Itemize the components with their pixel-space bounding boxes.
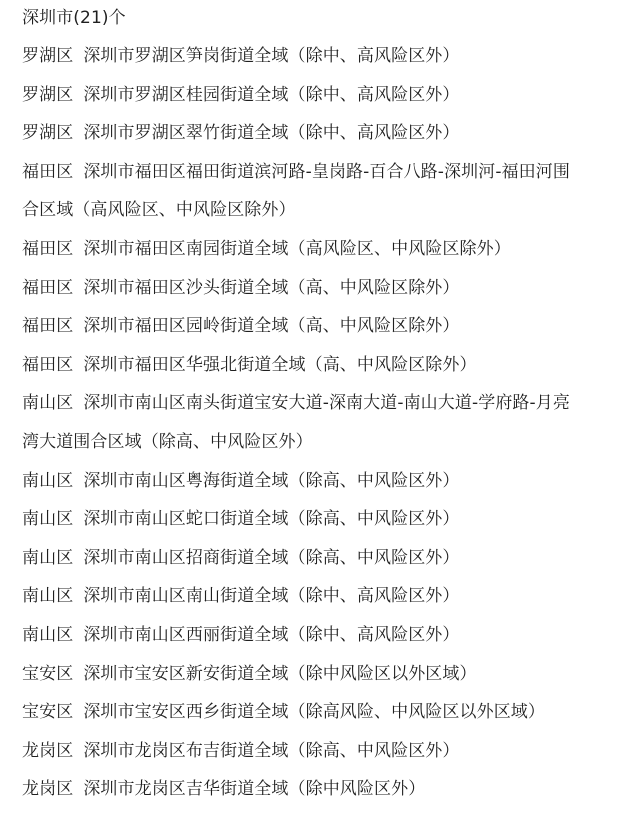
district-label: 宝安区 [22,702,74,723]
area-description: 深圳市福田区南园街道全域（高风险区、中风险区除外） [83,238,511,259]
district-label: 福田区 [22,161,74,182]
list-item [22,693,612,732]
district-label: 罗湖区 [22,123,74,144]
area-description: 深圳市罗湖区翠竹街道全域（除中、高风险区外） [83,123,460,144]
document-body [22,0,612,809]
area-description: 深圳市福田区沙头街道全域（高、中风险区除外） [83,277,460,298]
district-label: 龙岗区 [22,740,74,761]
list-item [22,384,612,423]
area-description: 深圳市宝安区新安街道全域（除中风险区以外区域） [83,663,477,684]
list-item [22,114,612,153]
area-description: 深圳市南山区招商街道全域（除高、中风险区外） [83,547,460,568]
area-description: 深圳市龙岗区吉华街道全域（除中风险区外） [83,779,426,800]
area-description: 深圳市福田区园岭街道全域（高、中风险区除外） [83,316,460,337]
list-item [22,76,612,115]
area-description: 深圳市南山区西丽街道全域（除中、高风险区外） [83,624,460,645]
district-label: 福田区 [22,316,74,337]
area-description: 深圳市南山区蛇口街道全域（除高、中风险区外） [83,509,460,530]
area-description: 深圳市罗湖区桂园街道全域（除中、高风险区外） [83,84,460,105]
list-item [22,269,612,308]
district-label: 南山区 [22,624,74,645]
area-description: 深圳市罗湖区笋岗街道全域（除中、高风险区外） [83,46,460,66]
list-item [22,539,612,578]
list-item [22,462,612,501]
area-description: 深圳市宝安区西乡街道全域（除高风险、中风险区以外区域） [83,702,546,723]
area-description: 深圳市龙岗区布吉街道全域（除高、中风险区外） [83,740,460,761]
list-item [22,616,612,655]
list-item [22,577,612,616]
list-item [22,153,612,192]
area-description: 合区域（高风险区、中风险区除外） [22,200,296,221]
list-item [22,500,612,539]
area-description: 深圳市南山区南山街道全域（除中、高风险区外） [83,586,460,607]
list-item [22,423,612,462]
district-label: 福田区 [22,354,74,375]
list-item [22,655,612,694]
list-item [22,230,612,269]
district-label: 南山区 [22,470,74,491]
list-item [22,732,612,771]
district-label: 南山区 [22,547,74,568]
district-label: 罗湖区 [22,84,74,105]
district-label: 南山区 [22,586,74,607]
list-item [22,770,612,809]
district-label: 罗湖区 [22,46,74,66]
page-title: 深圳市(21)个 [22,8,126,28]
list-item [22,191,612,230]
list-item [22,346,612,385]
area-description: 深圳市南山区粤海街道全域（除高、中风险区外） [83,470,460,491]
area-description: 深圳市福田区华强北街道全域（高、中风险区除外） [83,354,477,375]
district-label: 龙岗区 [22,779,74,800]
district-label: 福田区 [22,238,74,259]
list-item [22,307,612,346]
district-label: 福田区 [22,277,74,298]
district-label: 宝安区 [22,663,74,684]
list-item [22,37,612,76]
district-label: 南山区 [22,393,74,414]
district-label: 南山区 [22,509,74,530]
area-description: 深圳市南山区南头街道宝安大道-深南大道-南山大道-学府路-月亮 [83,393,570,414]
area-description: 深圳市福田区福田街道滨河路-皇岗路-百合八路-深圳河-福田河围 [83,161,570,182]
area-list [22,37,612,809]
area-description: 湾大道围合区域（除高、中风险区外） [22,431,313,452]
